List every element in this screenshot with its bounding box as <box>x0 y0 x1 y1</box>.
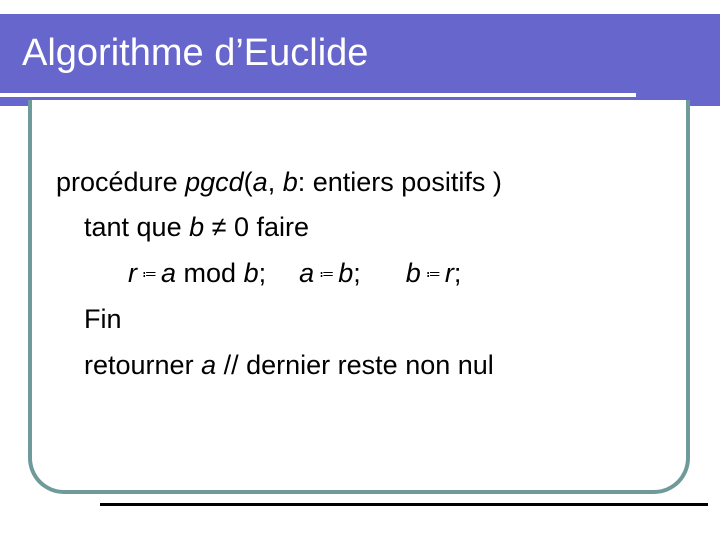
var-b: b <box>338 258 354 288</box>
code-line-body <box>128 258 461 289</box>
keyword-fin: Fin <box>84 304 122 334</box>
var-b: b <box>243 258 259 288</box>
code-line-fin <box>84 304 122 335</box>
param-type: : entiers positifs ) <box>297 167 502 197</box>
keyword-mod: mod <box>183 258 237 288</box>
bottom-rule <box>100 503 708 506</box>
title-underline <box>0 93 636 97</box>
assign-operator: ≔ <box>142 266 156 283</box>
var-a: a <box>201 350 217 380</box>
var-b: b <box>189 212 205 242</box>
content-frame <box>28 100 690 494</box>
assign-operator: ≔ <box>319 266 334 283</box>
keyword-procedure: procédure <box>56 167 178 197</box>
code-comment: // dernier reste non nul <box>223 350 494 380</box>
var-a: a <box>161 258 177 288</box>
slide-title: Algorithme d’Euclide <box>22 32 369 74</box>
open-paren: ( <box>243 167 253 197</box>
code-line-procedure <box>56 167 502 198</box>
code-line-while <box>84 212 309 243</box>
semicolon: ; <box>353 258 361 288</box>
keyword-retourner: retourner <box>84 350 194 380</box>
function-name: pgcd <box>185 167 244 197</box>
keyword-faire: 0 faire <box>234 212 310 242</box>
var-b: b <box>405 258 421 288</box>
var-r: r <box>128 258 137 288</box>
var-a: a <box>299 258 315 288</box>
param-separator: , <box>267 167 283 197</box>
semicolon: ; <box>453 258 462 288</box>
param-b: b <box>282 167 298 197</box>
semicolon: ; <box>258 258 267 288</box>
keyword-tant-que: tant que <box>84 212 182 242</box>
assign-operator: ≔ <box>425 266 440 283</box>
not-equal-sign: ≠ <box>211 212 227 242</box>
var-r: r <box>444 258 454 288</box>
param-a: a <box>252 167 268 197</box>
code-line-return <box>84 350 494 381</box>
